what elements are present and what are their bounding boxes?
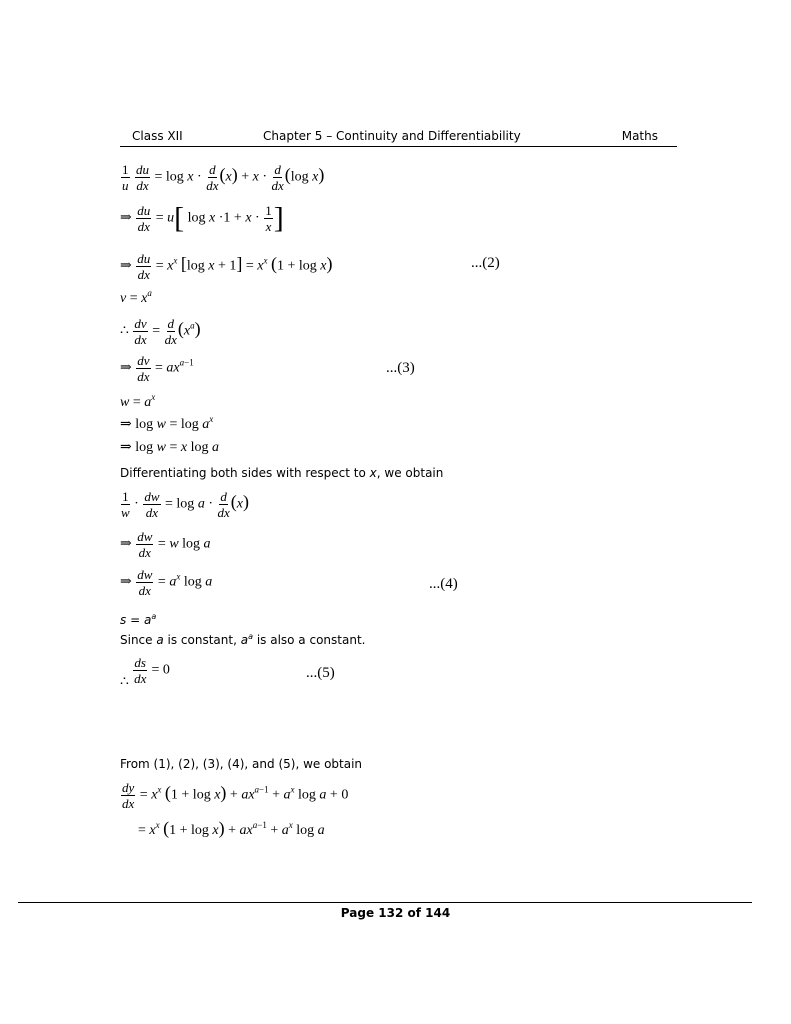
page-header	[120, 129, 677, 147]
equation-tag-5: ...(5)	[306, 665, 335, 681]
differentiating-sentence: Differentiating both sides with respect to x, we obtain	[120, 466, 444, 480]
equation-du-dx-result: ⇒ $\frac{du}{dx}$ = $x^x$ [log $x + 1] = x^x$ (1 + log x)	[120, 251, 333, 282]
header-class: Class XII	[132, 129, 183, 143]
equation-log-w: ⇒ $\log w = \log a^x$	[120, 414, 214, 432]
page-number: Page 132 of 144	[340, 906, 451, 920]
equation-log-w-simplified: ⇒ log w = x log a	[120, 440, 219, 455]
from-sentence: From (1), (2), (3), (4), and (5), we obtain	[120, 757, 363, 771]
equation-dy-dx-final: = $x^x$ $(1 + \log x) + ax^{a-1} + a^x$ log a	[138, 818, 325, 838]
footer-divider	[18, 902, 752, 903]
header-chapter: Chapter 5 – Continuity and Differentiability	[263, 129, 521, 143]
equation-dw-dx-wlog: ⇒ $\frac{dw}{dx}$ = w log a	[120, 529, 211, 560]
equation-v: $v = x^a$	[120, 288, 152, 306]
equation-dv-dx: ∴ $\frac{dv}{dx}$ = $\frac{d}{dx}$ $(x^a)$	[120, 316, 201, 347]
s-definition: $s = a^a$	[120, 612, 157, 627]
header-subject: Maths	[621, 129, 658, 143]
equation-du-dx-bracket: ⇒ $\frac{du}{dx}$ = u[ log x ·1 + x · $\frac{1}{x}$ ]	[120, 201, 284, 235]
equation-tag-3: ...(3)	[386, 360, 415, 376]
equation-tag-4: ...(4)	[429, 576, 458, 592]
equation-dw-dx-result: ⇒ $\frac{dw}{dx}$ = $a^x$ log a	[120, 567, 213, 598]
equation-dy-dx: $\frac{dy}{dx}$ = $x^x$ $(1 + \log x) + ax^{a-1} + a^x$ log a + 0	[122, 780, 349, 811]
equation-du-dx: $\frac{1}{u}$ $\frac{du}{dx}$ = log x · $\frac{d}{dx}$ (x) + x · $\frac{d}{dx}$ (log x)	[122, 162, 325, 193]
equation-dv-dx-result: ⇒ $\frac{dv}{dx}$ = $ax^{a-1}$	[120, 353, 194, 384]
constant-sentence: Since a is constant, $a^a$ is also a constant.	[120, 632, 366, 647]
equation-ds-dx: ∴ $\frac{ds}{dx}$ = 0	[120, 655, 170, 690]
equation-dw-dx: $\frac{1}{w}$ · $\frac{dw}{dx}$ = log a · $\frac{d}{dx}$ (x)	[121, 489, 249, 520]
equation-w: $w = a^x$	[120, 392, 156, 410]
equation-tag-2: ...(2)	[471, 255, 500, 271]
